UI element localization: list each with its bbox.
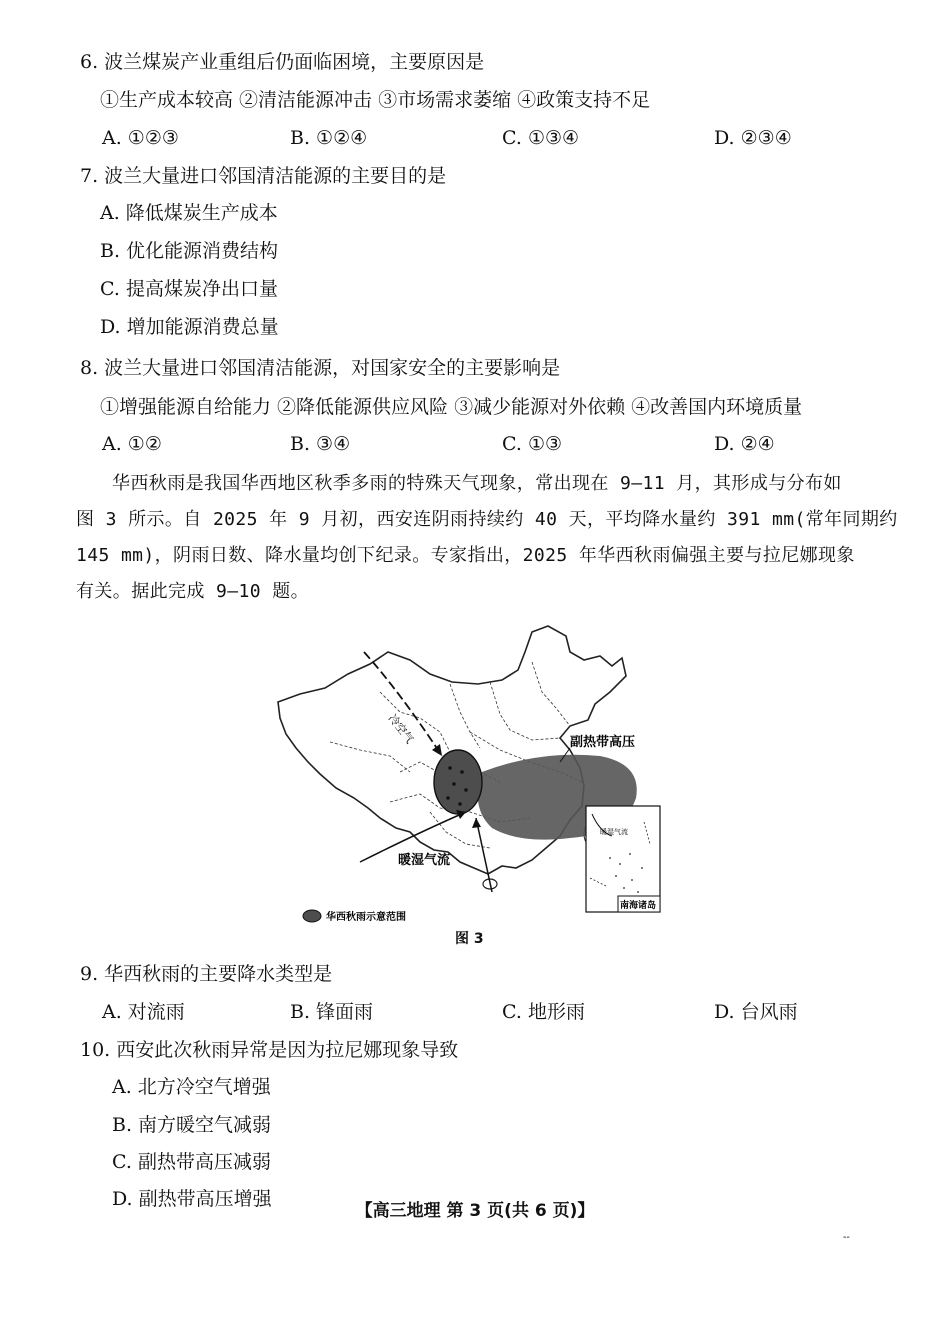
passage bbox=[76, 466, 898, 610]
q8-option-a: A. ①② bbox=[102, 433, 162, 455]
subtropical-high-label: 副热带高压 bbox=[570, 735, 636, 750]
inset-title: 南海诸岛 bbox=[620, 901, 657, 911]
q10-option-b: B. 南方暖空气减弱 bbox=[112, 1114, 272, 1136]
corner-mark: -- bbox=[843, 1232, 850, 1243]
q9-option-a: A. 对流雨 bbox=[102, 1001, 185, 1023]
q7-option-c: C. 提高煤炭净出口量 bbox=[100, 278, 278, 300]
q7-option-b: B. 优化能源消费结构 bbox=[100, 240, 279, 262]
passage-line: 图 3 所示。自 2025 年 9 月初，西安连阴雨持续约 40 天，平均降水量约 391 mm(常年同期约 bbox=[76, 509, 898, 530]
page-footer: 【高三地理 第 3 页(共 6 页)】 bbox=[355, 1201, 595, 1221]
q6-option-a: A. ①②③ bbox=[102, 127, 179, 149]
autumn-rain-region bbox=[434, 750, 482, 814]
passage-line: 有关。据此完成 9—10 题。 bbox=[76, 581, 310, 602]
legend-swatch bbox=[303, 910, 321, 922]
figure-caption: 图 3 bbox=[455, 931, 484, 947]
q9-stem: 9. 华西秋雨的主要降水类型是 bbox=[80, 963, 333, 985]
q7-stem: 7. 波兰大量进口邻国清洁能源的主要目的是 bbox=[80, 165, 447, 187]
q10-stem: 10. 西安此次秋雨异常是因为拉尼娜现象导致 bbox=[80, 1039, 459, 1061]
inset-warm-label: 暖湿气流 bbox=[600, 828, 628, 836]
q9-option-b: B. 锋面雨 bbox=[290, 1001, 374, 1023]
q8-option-b: B. ③④ bbox=[290, 433, 351, 455]
q10-option-d: D. 副热带高压增强 bbox=[112, 1188, 272, 1210]
warm-airflow-label: 暖湿气流 bbox=[398, 853, 451, 868]
passage-line: 华西秋雨是我国华西地区秋季多雨的特殊天气现象，常出现在 9—11 月，其形成与分布如 bbox=[112, 473, 842, 494]
q6-items: ①生产成本较高 ②清洁能源冲击 ③市场需求萎缩 ④政策支持不足 bbox=[100, 89, 651, 111]
q9-option-d: D. 台风雨 bbox=[714, 1001, 798, 1023]
china-map-figure bbox=[270, 622, 670, 934]
q6-option-d: D. ②③④ bbox=[714, 127, 792, 149]
passage-line: 145 mm)，阴雨日数、降水量均创下纪录。专家指出，2025 年华西秋雨偏强主要与拉尼娜现象 bbox=[76, 545, 855, 566]
q8-option-d: D. ②④ bbox=[714, 433, 775, 455]
q7-option-a: A. 降低煤炭生产成本 bbox=[100, 202, 278, 224]
cold-air-arrowhead bbox=[432, 744, 442, 756]
q8-option-c: C. ①③ bbox=[502, 433, 563, 455]
legend-label: 华西秋雨示意范围 bbox=[326, 912, 406, 923]
q6-option-b: B. ①②④ bbox=[290, 127, 368, 149]
q7-option-d: D. 增加能源消费总量 bbox=[100, 316, 279, 338]
q6-stem: 6. 波兰煤炭产业重组后仍面临困境，主要原因是 bbox=[80, 51, 485, 73]
q8-stem: 8. 波兰大量进口邻国清洁能源，对国家安全的主要影响是 bbox=[80, 357, 561, 379]
q6-option-c: C. ①③④ bbox=[502, 127, 580, 149]
warm-airflow-arrowhead-south bbox=[472, 818, 481, 828]
cold-air-label: 冷空气 bbox=[385, 711, 417, 746]
q10-option-c: C. 副热带高压减弱 bbox=[112, 1151, 271, 1173]
q9-option-c: C. 地形雨 bbox=[502, 1001, 585, 1023]
q10-option-a: A. 北方冷空气增强 bbox=[112, 1076, 271, 1098]
q8-items: ①增强能源自给能力 ②降低能源供应风险 ③减少能源对外依赖 ④改善国内环境质量 bbox=[100, 396, 803, 418]
